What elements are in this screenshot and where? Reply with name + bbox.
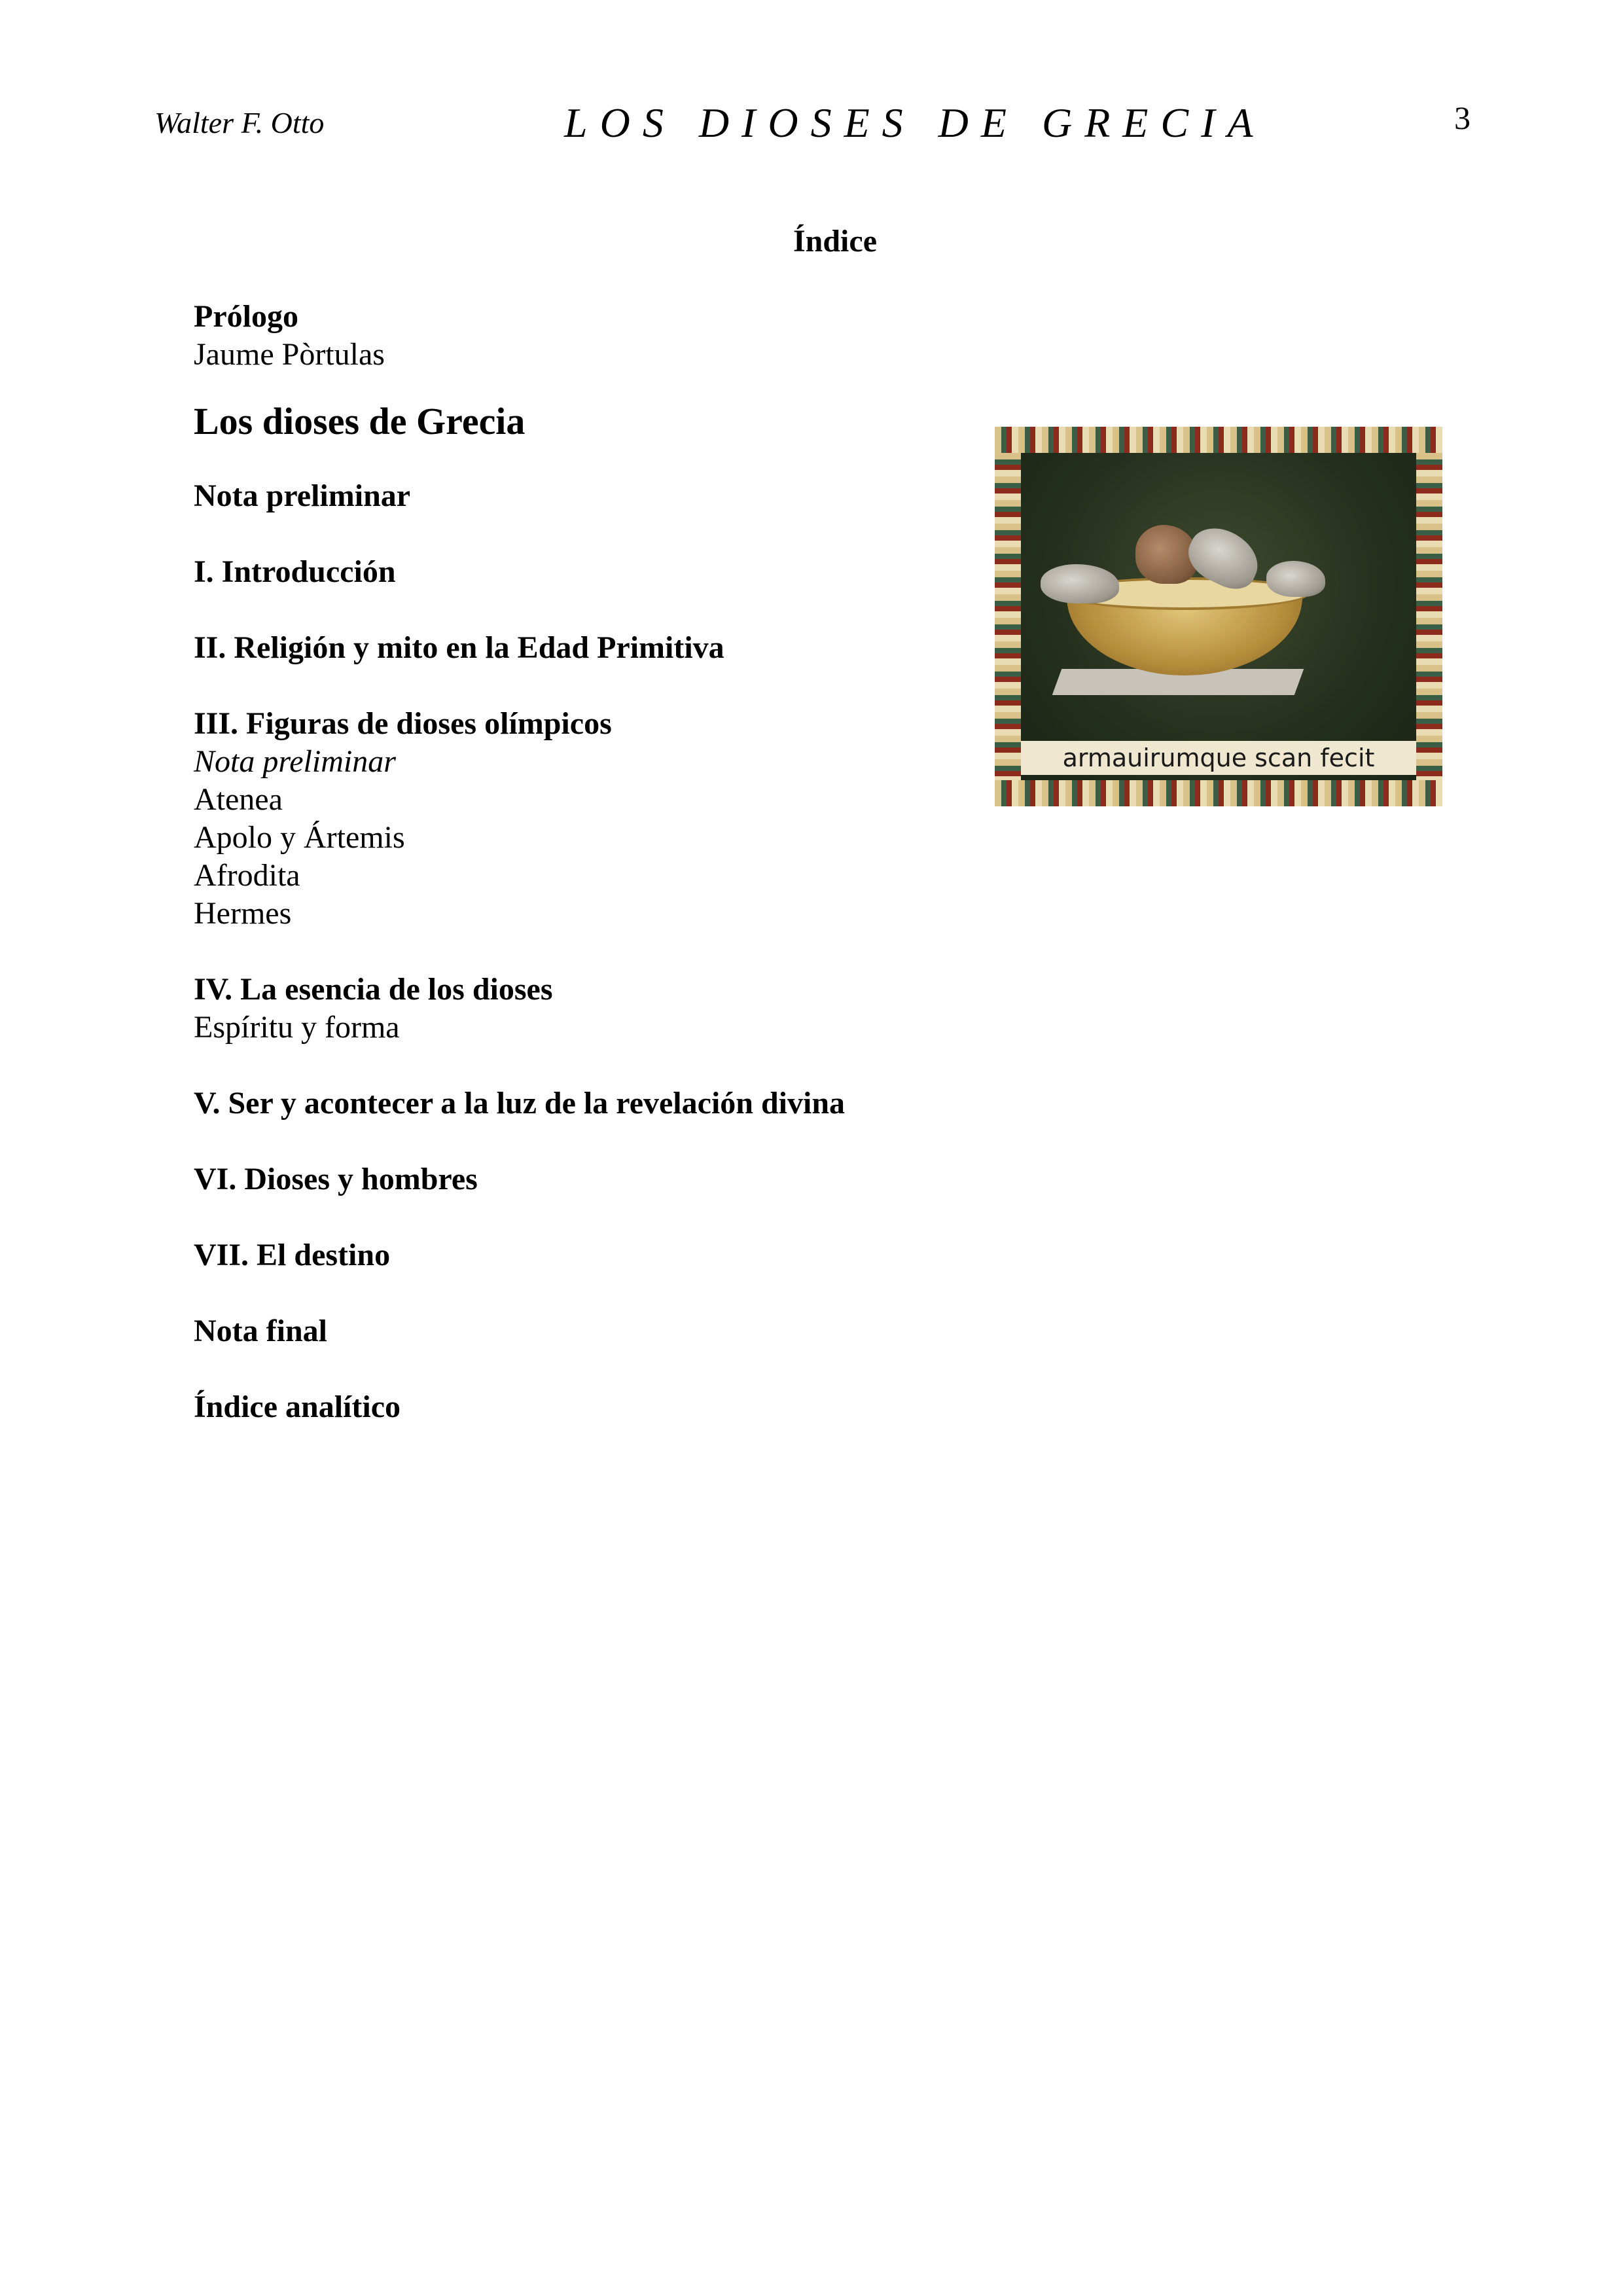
- toc-entry-chapter-3: III. Figuras de dioses olímpicos: [194, 706, 612, 741]
- toc-subentry-atenea: Atenea: [194, 782, 283, 817]
- toc-subentry-nota-preliminar: Nota preliminar: [194, 744, 396, 779]
- toc-entry-book-title: Los dioses de Grecia: [194, 400, 526, 442]
- doves-mosaic-image: [995, 427, 1442, 806]
- toc-entry-indice-analitico: Índice analítico: [194, 1390, 401, 1424]
- toc-subentry-hermes: Hermes: [194, 896, 292, 931]
- toc-subentry-apolo-artemis: Apolo y Ártemis: [194, 820, 405, 855]
- toc-entry-nota-preliminar: Nota preliminar: [194, 478, 411, 513]
- header-book-title: LOS DIOSES DE GRECIA: [564, 99, 1266, 146]
- mosaic-dove-left: [1041, 564, 1119, 603]
- mosaic-caption: armauirumque scan fecit: [1021, 741, 1416, 775]
- toc-entry-chapter-7: VII. El destino: [194, 1238, 391, 1272]
- toc-entry-chapter-2: II. Religión y mito en la Edad Primitiva: [194, 630, 724, 665]
- toc-entry-nota-final: Nota final: [194, 1314, 327, 1348]
- toc-entry-chapter-5: V. Ser y acontecer a la luz de la revelación divina: [194, 1086, 846, 1121]
- toc-entry-prologo: Prólogo: [194, 299, 298, 334]
- table-of-contents: [194, 298, 1044, 1426]
- mosaic-scene: [1021, 453, 1416, 780]
- mosaic-border-right: [1416, 453, 1442, 780]
- toc-entry-chapter-1: I. Introducción: [194, 554, 396, 589]
- toc-entry-prologo-author: Jaume Pòrtulas: [194, 337, 385, 372]
- header-author: Walter F. Otto: [154, 106, 325, 139]
- mosaic-border-left: [995, 453, 1021, 780]
- toc-subentry-afrodita: Afrodita: [194, 858, 300, 893]
- toc-entry-chapter-6: VI. Dioses y hombres: [194, 1162, 478, 1196]
- toc-subentry-espiritu-forma: Espíritu y forma: [194, 1010, 400, 1045]
- index-title: Índice: [793, 224, 877, 259]
- toc-entry-chapter-4: IV. La esencia de los dioses: [194, 972, 553, 1007]
- page-number: 3: [1454, 99, 1471, 136]
- mosaic-dove-right: [1266, 561, 1325, 597]
